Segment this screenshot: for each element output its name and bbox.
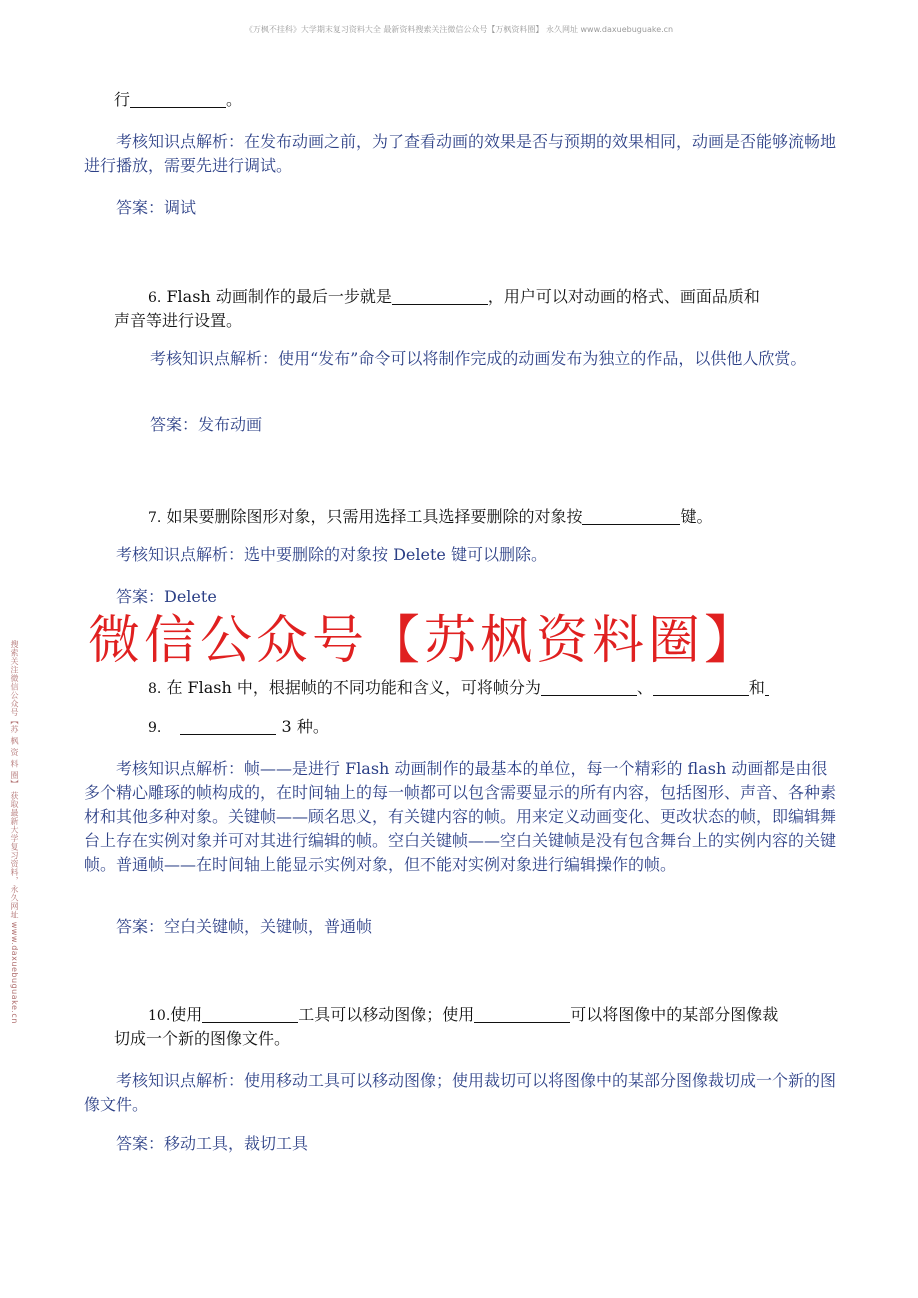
q10-answer: 答案：移动工具，裁切工具 — [116, 1134, 309, 1153]
answer-blank — [653, 679, 749, 696]
q6-answer: 答案：发布动画 — [150, 415, 263, 434]
q6-text-before: Flash 动画制作的最后一步就是 — [166, 287, 392, 306]
q8-line2-number: 9. — [148, 720, 162, 736]
q5-cont-end: 。 — [226, 90, 243, 109]
q8-sep1: 、 — [636, 678, 653, 697]
q5-explanation: 考核知识点解析：在发布动画之前，为了查看动画的效果是否与预期的效果相同，动画是否能够流畅地进行播放，需要先进行调试。 — [84, 132, 837, 175]
q10-text-c: 可以将图像中的某部分图像裁 — [570, 1005, 779, 1024]
q7-answer: 答案：Delete — [116, 587, 217, 606]
answer-blank — [130, 91, 226, 108]
q10-question — [148, 1003, 778, 1028]
q7-number: 7. — [148, 510, 162, 526]
q8-line2-after: 3 种。 — [281, 717, 329, 736]
q6-text-after: ，用户可以对动画的格式、画面品质和 — [487, 287, 760, 306]
page-header: 《万枫不挂科》大学期末复习资料大全 最新资料搜索关注微信公众号【万枫资料圈】 永久网址 www.daxuebuguake.cn — [244, 25, 674, 34]
q8-question-line2 — [148, 715, 329, 740]
q6-question-line2: 声音等进行设置。 — [114, 311, 243, 330]
q6-question — [148, 285, 760, 310]
q10-explanation: 考核知识点解析：使用移动工具可以移动图像；使用裁切可以将图像中的某部分图像裁切成一个新的图像文件。 — [84, 1071, 837, 1114]
q10-text-b: 工具可以移动图像；使用 — [298, 1005, 475, 1024]
side-watermark: 搜索关注微信公众号【苏 枫 资 料 圈】 获取最新大学复习资料，永久网址 www.daxuebuguake.cn — [10, 640, 19, 1024]
q8-answer: 答案：空白关键帧，关键帧，普通帧 — [116, 917, 373, 936]
q7-text-before: 如果要删除图形对象，只需用选择工具选择要删除的对象按 — [166, 507, 583, 526]
q8-sep2: 和 — [748, 678, 765, 697]
answer-blank — [474, 1006, 570, 1023]
answer-blank — [202, 1006, 298, 1023]
q6-explanation: 考核知识点解析：使用“发布”命令可以将制作完成的动画发布为独立的作品，以供他人欣赏。 — [150, 349, 807, 368]
q8-number: 8. — [148, 681, 162, 697]
answer-blank — [392, 288, 488, 305]
q5-answer: 答案：调试 — [116, 198, 197, 217]
q10-text-a: 使用 — [170, 1005, 203, 1024]
q10-number: 10. — [148, 1008, 171, 1024]
red-watermark: 微信公众号【苏枫资料圈】 — [88, 611, 761, 671]
answer-blank — [541, 679, 637, 696]
q10-question-line2: 切成一个新的图像文件。 — [114, 1029, 291, 1048]
q6-number: 6. — [148, 290, 162, 306]
q7-text-after: 键。 — [680, 507, 713, 526]
answer-blank — [765, 679, 769, 696]
q8-question — [148, 676, 769, 701]
answer-blank — [582, 508, 680, 525]
q7-question — [148, 505, 712, 530]
q8-explanation: 考核知识点解析：帧——是进行 Flash 动画制作的最基本的单位，每一个精彩的 flash 动画都是由很多个精心雕琢的帧构成的，在时间轴上的每一帧都可以包含需要显示的所有内容，包括图形、声音、各种素材和其他多种对象。关键帧——顾名思义，有关键内容的帧。用来定义动画变化、更改状态的帧，即编辑舞台上存在实例对象并可对其进行编辑的帧。空白关键帧——空白关键帧是没有包含舞台上的实例内容的关键帧。普通帧——在时间轴上能显示实例对象，但不能对实例对象进行编辑操作的帧。 — [84, 759, 837, 874]
answer-blank — [180, 718, 276, 735]
q5-cont-start: 行 — [114, 90, 131, 109]
q8-text-before: 在 Flash 中，根据帧的不同功能和含义，可将帧分为 — [166, 678, 541, 697]
q5-continuation — [114, 88, 242, 112]
q7-explanation: 考核知识点解析：选中要删除的对象按 Delete 键可以删除。 — [116, 545, 547, 564]
